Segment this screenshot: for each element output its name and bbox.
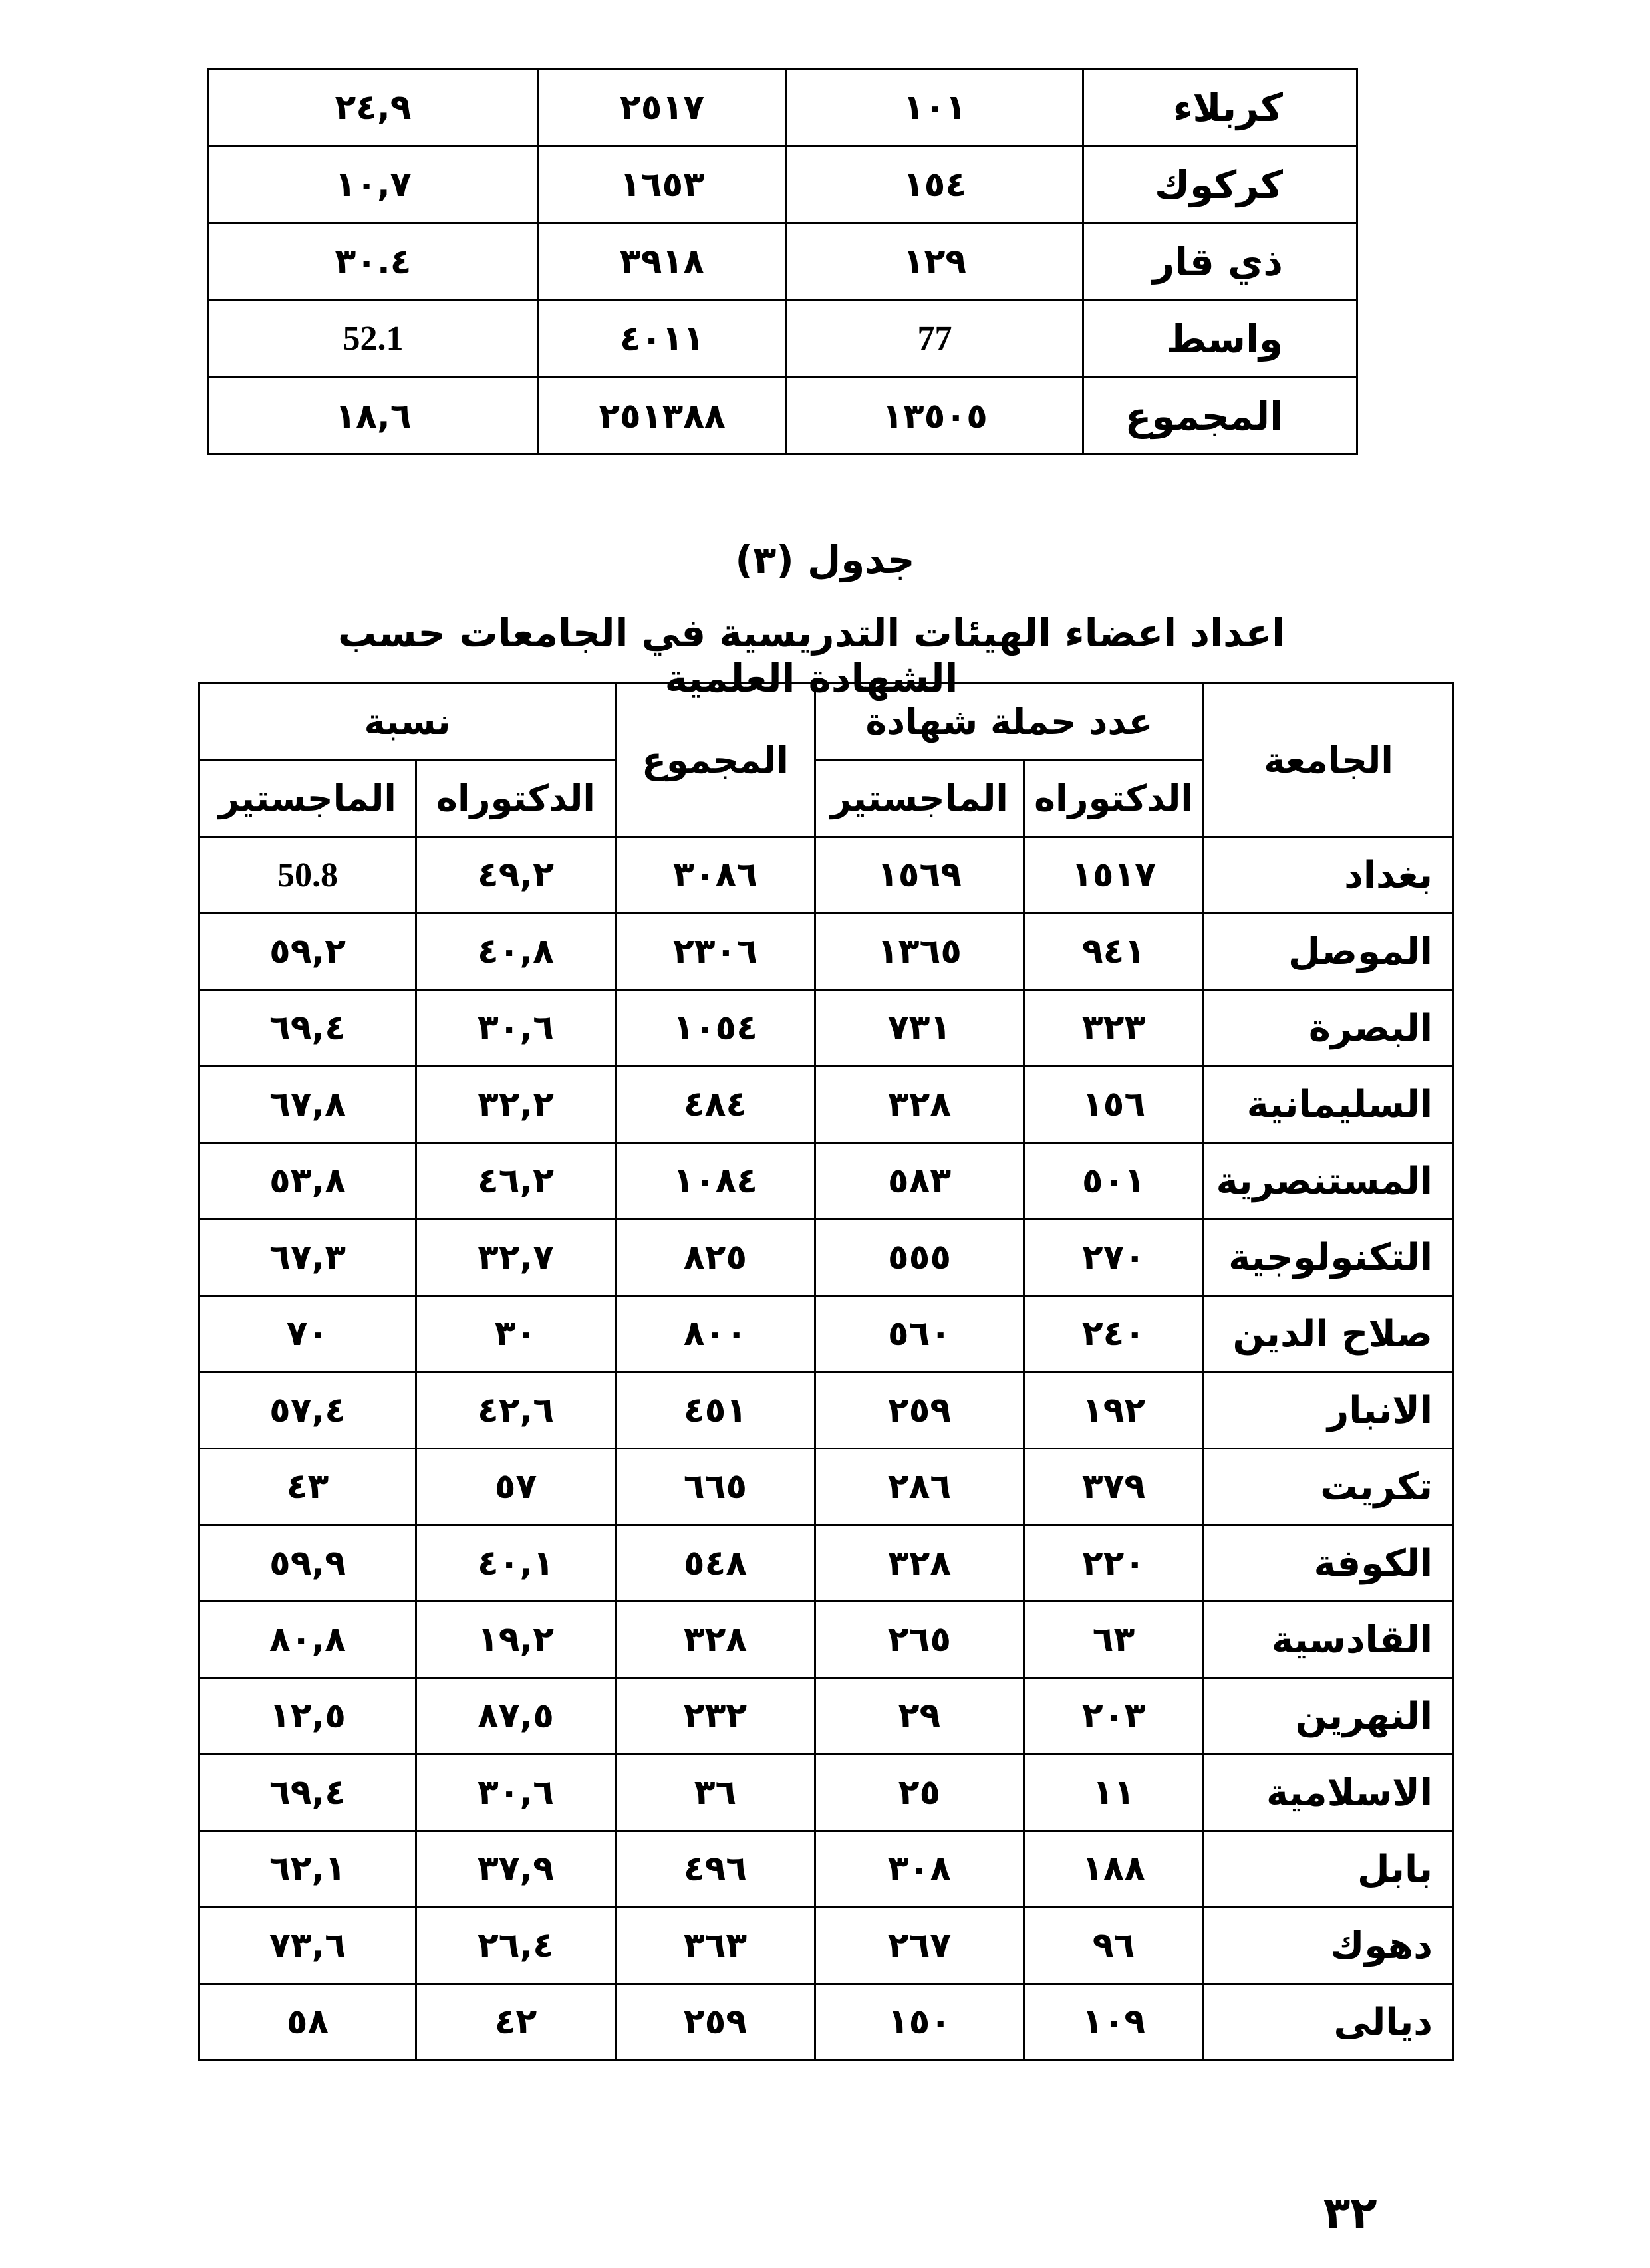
value-cell: ١٨,٦ — [209, 378, 538, 455]
table-row — [200, 1296, 1454, 1372]
university-name-cell: تكريت — [1204, 1449, 1454, 1525]
value-cell: ١٦٥٣ — [538, 146, 787, 223]
main-table-body — [200, 837, 1454, 2061]
phd-count-cell: ١٥٦ — [1024, 1067, 1204, 1143]
table-row — [200, 1602, 1454, 1678]
masters-ratio-cell: ٥٣,٨ — [200, 1143, 416, 1219]
university-name-cell: بابل — [1204, 1831, 1454, 1908]
table-row — [209, 69, 1357, 146]
phd-ratio-cell: ٤٠,٨ — [416, 914, 616, 990]
table-row — [200, 1908, 1454, 1984]
university-name-cell: بغداد — [1204, 837, 1454, 914]
masters-count-cell: ٥٦٠ — [815, 1296, 1024, 1372]
masters-ratio-cell: ٥٧,٤ — [200, 1372, 416, 1449]
total-cell: ٨٢٥ — [616, 1219, 815, 1296]
value-cell: ٣٠.٤ — [209, 223, 538, 301]
top-table-body — [209, 69, 1357, 455]
total-cell: ٣٠٨٦ — [616, 837, 815, 914]
masters-ratio-cell: ٧٣,٦ — [200, 1908, 416, 1984]
phd-ratio-cell: ٣٠ — [416, 1296, 616, 1372]
masters-ratio-cell: ٨٠,٨ — [200, 1602, 416, 1678]
value-cell: ٣٩١٨ — [538, 223, 787, 301]
masters-count-cell: ٢٥ — [815, 1755, 1024, 1831]
value-cell: ١٠١ — [787, 69, 1083, 146]
total-cell: ٣٢٨ — [616, 1602, 815, 1678]
masters-ratio-cell: ٦٧,٨ — [200, 1067, 416, 1143]
phd-count-cell: ٢٧٠ — [1024, 1219, 1204, 1296]
masters-ratio-cell: ١٢,٥ — [200, 1678, 416, 1755]
phd-count-cell: ٢٤٠ — [1024, 1296, 1204, 1372]
table-title: اعداد اعضاء الهيئات التدريسية في الجامعات حسب الشهادة العلمية — [338, 610, 1285, 701]
phd-ratio-cell: ٣٠,٦ — [416, 1755, 616, 1831]
table-row — [200, 1678, 1454, 1755]
phd-ratio-cell: ٤٠,١ — [416, 1525, 616, 1602]
header-masters: الماجستير — [815, 760, 1024, 837]
masters-count-cell: ١٥٦٩ — [815, 837, 1024, 914]
masters-count-cell: ١٥٠ — [815, 1984, 1024, 2061]
table-row — [200, 1143, 1454, 1219]
top-table — [207, 68, 1358, 455]
masters-ratio-cell: ٧٠ — [200, 1296, 416, 1372]
masters-count-cell: ٢٩ — [815, 1678, 1024, 1755]
phd-count-cell: ١٥١٧ — [1024, 837, 1204, 914]
total-cell: ١٠٨٤ — [616, 1143, 815, 1219]
region-name-cell: ذي قار — [1083, 223, 1357, 301]
masters-count-cell: ٥٨٣ — [815, 1143, 1024, 1219]
masters-ratio-cell: ٦٧,٣ — [200, 1219, 416, 1296]
masters-count-cell: ٢٥٩ — [815, 1372, 1024, 1449]
value-cell: ١٢٩ — [787, 223, 1083, 301]
table-row — [200, 1525, 1454, 1602]
university-name-cell: النهرين — [1204, 1678, 1454, 1755]
total-cell: ٤٩٦ — [616, 1831, 815, 1908]
header-ratio: نسبة — [200, 684, 616, 760]
value-cell: ١٠,٧ — [209, 146, 538, 223]
value-cell: ١٣٥٠٥ — [787, 378, 1083, 455]
masters-count-cell: ٣٢٨ — [815, 1067, 1024, 1143]
phd-count-cell: ١١ — [1024, 1755, 1204, 1831]
total-cell: ٦٦٥ — [616, 1449, 815, 1525]
masters-ratio-cell: 50.8 — [200, 837, 416, 914]
masters-ratio-cell: ٥٩,٩ — [200, 1525, 416, 1602]
masters-ratio-cell: ٦٩,٤ — [200, 990, 416, 1067]
university-name-cell: ديالى — [1204, 1984, 1454, 2061]
masters-count-cell: ٣٢٨ — [815, 1525, 1024, 1602]
total-cell: ٢٣٠٦ — [616, 914, 815, 990]
phd-count-cell: ٦٣ — [1024, 1602, 1204, 1678]
table-number: جدول (٣) — [735, 537, 915, 582]
university-name-cell: التكنولوجية — [1204, 1219, 1454, 1296]
table-row — [200, 1449, 1454, 1525]
phd-ratio-cell: ٤٢ — [416, 1984, 616, 2061]
phd-ratio-cell: ٣٢,٧ — [416, 1219, 616, 1296]
value-cell: ٤٠١١ — [538, 301, 787, 378]
masters-count-cell: ٢٨٦ — [815, 1449, 1024, 1525]
university-name-cell: صلاح الدين — [1204, 1296, 1454, 1372]
university-name-cell: المستنصرية — [1204, 1143, 1454, 1219]
phd-ratio-cell: ٣٧,٩ — [416, 1831, 616, 1908]
phd-count-cell: ٥٠١ — [1024, 1143, 1204, 1219]
value-cell: 77 — [787, 301, 1083, 378]
header-holders: عدد حملة شهادة — [815, 684, 1204, 760]
university-name-cell: السليمانية — [1204, 1067, 1454, 1143]
table-row — [200, 1755, 1454, 1831]
region-name-cell: كركوك — [1083, 146, 1357, 223]
total-cell: ٢٥٩ — [616, 1984, 815, 2061]
total-cell: ٥٤٨ — [616, 1525, 815, 1602]
phd-count-cell: ١٨٨ — [1024, 1831, 1204, 1908]
table-row — [200, 1984, 1454, 2061]
total-cell: ٣٦٣ — [616, 1908, 815, 1984]
total-cell: ٤٨٤ — [616, 1067, 815, 1143]
phd-ratio-cell: ١٩,٢ — [416, 1602, 616, 1678]
table-row — [200, 1372, 1454, 1449]
phd-count-cell: ٣٢٣ — [1024, 990, 1204, 1067]
masters-ratio-cell: ٥٨ — [200, 1984, 416, 2061]
table-row — [200, 1219, 1454, 1296]
masters-ratio-cell: ٤٣ — [200, 1449, 416, 1525]
region-name-cell: واسط — [1083, 301, 1357, 378]
value-cell: 52.1 — [209, 301, 538, 378]
university-name-cell: الموصل — [1204, 914, 1454, 990]
phd-ratio-cell: ٤٦,٢ — [416, 1143, 616, 1219]
table-row — [200, 1067, 1454, 1143]
university-name-cell: البصرة — [1204, 990, 1454, 1067]
value-cell: ١٥٤ — [787, 146, 1083, 223]
table-row — [200, 914, 1454, 990]
header-university: الجامعة — [1204, 684, 1454, 837]
table-row — [209, 378, 1357, 455]
table-row — [200, 990, 1454, 1067]
masters-ratio-cell: ٦٩,٤ — [200, 1755, 416, 1831]
university-name-cell: دهوك — [1204, 1908, 1454, 1984]
phd-ratio-cell: ٢٦,٤ — [416, 1908, 616, 1984]
header-total: المجموع — [616, 684, 815, 837]
total-cell: ٣٦ — [616, 1755, 815, 1831]
table-row — [209, 223, 1357, 301]
phd-ratio-cell: ٤٢,٦ — [416, 1372, 616, 1449]
table-row — [200, 837, 1454, 914]
masters-ratio-cell: ٥٩,٢ — [200, 914, 416, 990]
masters-count-cell: ٣٠٨ — [815, 1831, 1024, 1908]
region-name-cell: المجموع — [1083, 378, 1357, 455]
masters-count-cell: ٧٣١ — [815, 990, 1024, 1067]
total-cell: ٨٠٠ — [616, 1296, 815, 1372]
value-cell: ٢٤,٩ — [209, 69, 538, 146]
phd-count-cell: ١٩٢ — [1024, 1372, 1204, 1449]
value-cell: ٢٥١٧ — [538, 69, 787, 146]
masters-count-cell: ٢٦٧ — [815, 1908, 1024, 1984]
region-name-cell: كربلاء — [1083, 69, 1357, 146]
phd-count-cell: ٢٢٠ — [1024, 1525, 1204, 1602]
phd-count-cell: ٢٠٣ — [1024, 1678, 1204, 1755]
table-row — [209, 301, 1357, 378]
phd-ratio-cell: ٨٧,٥ — [416, 1678, 616, 1755]
masters-count-cell: ١٣٦٥ — [815, 914, 1024, 990]
phd-count-cell: ٩٦ — [1024, 1908, 1204, 1984]
phd-count-cell: ٣٧٩ — [1024, 1449, 1204, 1525]
total-cell: ٢٣٢ — [616, 1678, 815, 1755]
masters-count-cell: ٥٥٥ — [815, 1219, 1024, 1296]
header-ratio-phd: الدكتوراه — [416, 760, 616, 837]
main-table-header — [200, 684, 1454, 837]
header-ratio-masters: الماجستير — [200, 760, 416, 837]
phd-ratio-cell: ٤٩,٢ — [416, 837, 616, 914]
main-table — [198, 682, 1454, 2061]
phd-count-cell: ١٠٩ — [1024, 1984, 1204, 2061]
total-cell: ١٠٥٤ — [616, 990, 815, 1067]
phd-ratio-cell: ٣٠,٦ — [416, 990, 616, 1067]
total-cell: ٤٥١ — [616, 1372, 815, 1449]
university-name-cell: القادسية — [1204, 1602, 1454, 1678]
university-name-cell: الكوفة — [1204, 1525, 1454, 1602]
page-number: ٣٢ — [1323, 2188, 1377, 2239]
value-cell: ٢٥١٣٨٨ — [538, 378, 787, 455]
masters-ratio-cell: ٦٢,١ — [200, 1831, 416, 1908]
table-row — [200, 1831, 1454, 1908]
header-phd: الدكتوراه — [1024, 760, 1204, 837]
table-row — [209, 146, 1357, 223]
university-name-cell: الانبار — [1204, 1372, 1454, 1449]
phd-ratio-cell: ٣٢,٢ — [416, 1067, 616, 1143]
phd-ratio-cell: ٥٧ — [416, 1449, 616, 1525]
masters-count-cell: ٢٦٥ — [815, 1602, 1024, 1678]
phd-count-cell: ٩٤١ — [1024, 914, 1204, 990]
university-name-cell: الاسلامية — [1204, 1755, 1454, 1831]
